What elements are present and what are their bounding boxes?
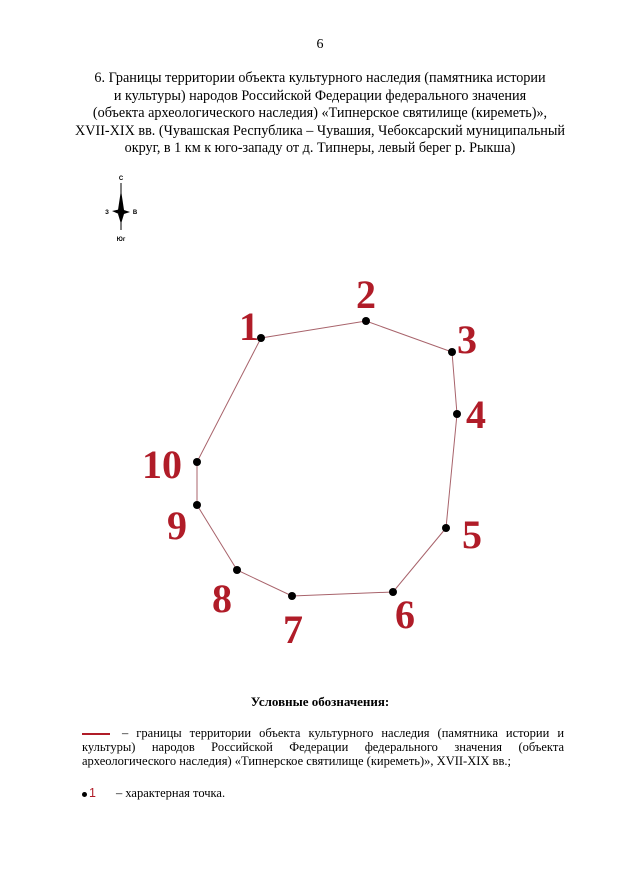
boundary-point-2 bbox=[362, 317, 370, 325]
legend-point-entry bbox=[82, 786, 225, 801]
boundary-point-label-2: 2 bbox=[356, 272, 376, 317]
boundary-point-label-4: 4 bbox=[466, 392, 486, 437]
boundary-point-label-8: 8 bbox=[212, 576, 232, 621]
boundary-line bbox=[197, 321, 457, 596]
legend-point-number: 1 bbox=[89, 786, 96, 800]
legend-boundary-text: – границы территории объекта культурного наследия (памятника истории и культуры) народов Российской Федерации федерального значения (объекта археологического наследия) «Типнерское святилище (киреметь)», XVII-XIX вв.; bbox=[82, 726, 565, 768]
legend-point-symbol bbox=[82, 792, 87, 797]
boundary-point-4 bbox=[453, 410, 461, 418]
boundary-point-label-5: 5 bbox=[462, 512, 482, 557]
compass-south-label: Юг bbox=[116, 237, 126, 243]
boundary-point-7 bbox=[288, 592, 296, 600]
compass-east-label: В bbox=[132, 210, 138, 216]
boundary-point-label-7: 7 bbox=[283, 607, 303, 652]
compass-north-label: С bbox=[118, 176, 124, 182]
heading-line: округ, в 1 км к юго-западу от д. Типнеры, левый берег р. Рыкша) bbox=[124, 140, 516, 156]
heading-line: и культуры) народов Российской Федерации федерального значения bbox=[113, 87, 527, 104]
heading-line: (объекта археологического наследия) «Типнерское святилище (киреметь)», bbox=[92, 105, 548, 121]
boundary-point-5 bbox=[442, 524, 450, 532]
legend-boundary-entry bbox=[82, 726, 564, 768]
boundary-point-label-3: 3 bbox=[457, 317, 477, 362]
boundary-point-label-6: 6 bbox=[395, 592, 415, 637]
boundary-point-label-1: 1 bbox=[239, 304, 259, 349]
boundary-point-label-9: 9 bbox=[167, 503, 187, 548]
boundary-point-9 bbox=[193, 501, 201, 509]
boundary-point-8 bbox=[233, 566, 241, 574]
heading-line: XVII-XIX вв. (Чувашская Республика – Чувашия, Чебоксарский муниципальный bbox=[74, 122, 566, 139]
boundary-point-10 bbox=[193, 458, 201, 466]
boundary-point-label-10: 10 bbox=[142, 442, 182, 487]
page-number: 6 bbox=[316, 37, 324, 52]
boundary-point-3 bbox=[448, 348, 456, 356]
legend-point-text: – характерная точка. bbox=[115, 786, 226, 800]
legend-title: Условные обозначения: bbox=[250, 694, 390, 709]
compass-west-label: З bbox=[105, 210, 109, 216]
legend-boundary-line-symbol bbox=[82, 733, 110, 735]
heading-line: 6. Границы территории объекта культурного наследия (памятника истории bbox=[94, 70, 546, 86]
